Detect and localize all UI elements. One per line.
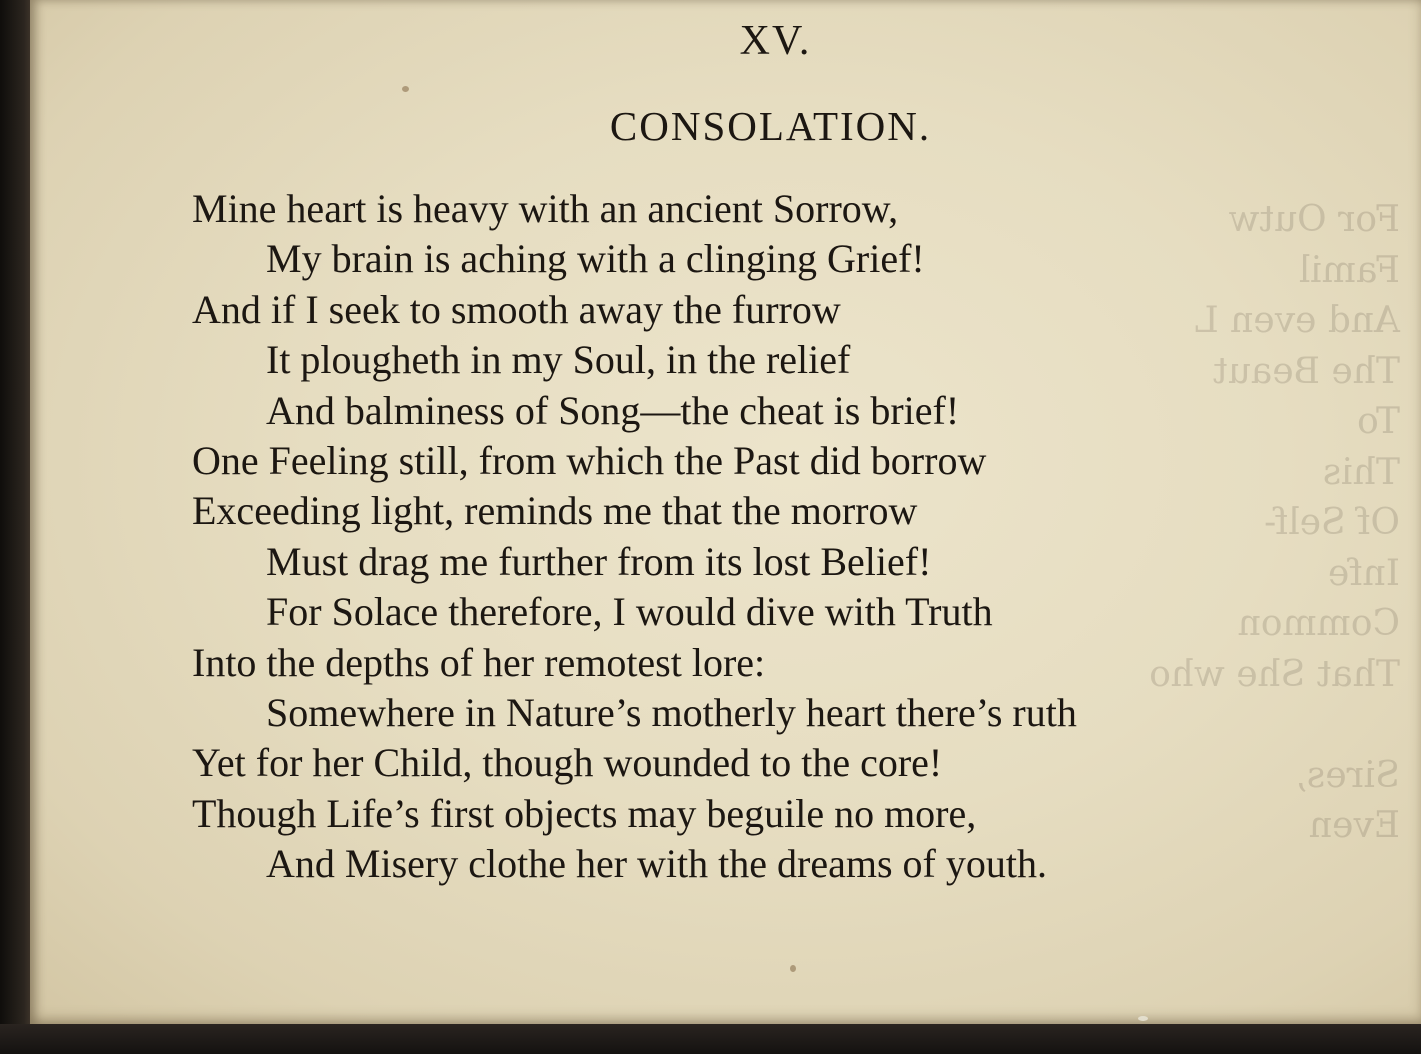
bleed-line: That She who — [1149, 653, 1400, 695]
bleed-line: Famil — [1298, 249, 1400, 291]
poem-number: XV. — [739, 18, 812, 64]
poem-line: Into the depths of her remotest lore: — [192, 639, 766, 685]
poem-body — [192, 184, 1077, 889]
poem-line: Yet for her Child, though wounded to the core! — [192, 740, 943, 786]
poem-line: Though Life’s first objects may beguile no more, — [192, 790, 977, 836]
bleed-line: This — [1322, 451, 1400, 493]
poem-line: It plougheth in my Soul, in the relief — [266, 337, 851, 383]
poem-title: CONSOLATION. — [609, 103, 932, 149]
bleed-line — [1070, 700, 1400, 751]
book-spine-edge — [0, 0, 34, 1054]
bleed-through-text — [1070, 195, 1400, 852]
poem-line: And Misery clothe her with the dreams of youth. — [266, 841, 1047, 887]
bleed-line: Infe — [1327, 552, 1400, 594]
poem-line: And if I seek to smooth away the furrow — [192, 286, 841, 332]
poem-line: Somewhere in Nature’s motherly heart there’s ruth — [266, 689, 1077, 735]
bleed-line: To — [1357, 401, 1400, 442]
poem-line: And balminess of Song—the cheat is brief! — [266, 387, 960, 433]
bleed-line: Of Self- — [1264, 502, 1400, 543]
bleed-line: Common — [1237, 603, 1400, 644]
paper-speck — [790, 965, 796, 972]
bleed-line: Even — [1308, 805, 1400, 846]
poem-line: One Feeling still, from which the Past did borrow — [192, 437, 987, 483]
poem-line: Mine heart is heavy with an ancient Sorrow, — [192, 186, 899, 231]
page-bottom-shadow — [0, 1024, 1421, 1054]
paper-speck — [1138, 1016, 1148, 1021]
bleed-line: And even L — [1194, 300, 1400, 341]
bleed-line: For Outw — [1228, 199, 1400, 240]
poem-line: My brain is aching with a clinging Grief! — [266, 236, 925, 282]
poem-line: Must drag me further from its lost Belief! — [266, 538, 932, 584]
bleed-line: Sires, — [1295, 754, 1400, 796]
book-page — [30, 0, 1421, 1024]
paper-speck — [402, 86, 409, 92]
poem-line: Exceeding light, reminds me that the morrow — [192, 488, 918, 534]
poem-line: For Solace therefore, I would dive with Truth — [266, 589, 993, 635]
bleed-line: The Beaut — [1213, 350, 1400, 392]
